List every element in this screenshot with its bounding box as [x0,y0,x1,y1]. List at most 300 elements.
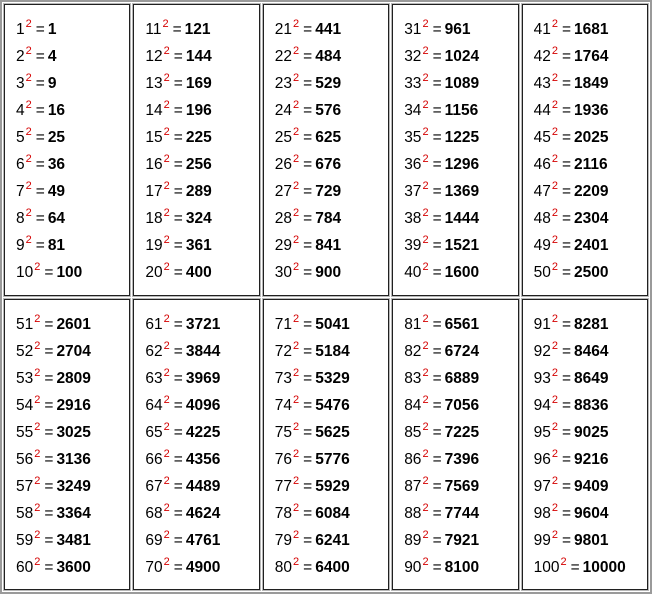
equals-sign: = [432,450,442,468]
equals-sign: = [432,369,442,387]
equals-sign: = [303,102,313,119]
base-number: 40 [404,264,422,281]
equals-sign: = [173,102,183,119]
square-value: 8649 [574,369,609,387]
equals-sign: = [561,21,572,38]
exponent: 2 [34,339,41,352]
square-value: 3249 [56,477,91,495]
square-entry [145,365,258,392]
square-value: 2025 [574,129,609,146]
equals-sign: = [432,315,442,333]
exponent: 2 [163,474,170,487]
exponent: 2 [551,312,558,325]
equals-sign: = [561,183,572,200]
square-value: 361 [185,237,212,254]
equals-sign: = [303,75,313,92]
square-value: 4356 [185,450,221,468]
square-entry [145,473,258,500]
base-number: 37 [404,183,422,200]
equals-sign: = [303,558,313,576]
square-value: 1024 [444,48,480,65]
exponent: 2 [293,555,300,568]
exponent: 2 [551,180,558,192]
square-value: 4225 [185,423,221,441]
base-number: 42 [533,48,551,65]
base-number: 60 [16,558,34,576]
square-value: 64 [47,210,66,227]
square-entry [534,43,647,70]
exponent: 2 [25,234,32,246]
square-entry [404,205,517,232]
base-number: 26 [274,156,293,173]
square-entry [145,311,258,338]
exponent: 2 [551,261,558,273]
exponent: 2 [422,234,429,246]
exponent: 2 [163,501,170,514]
square-entry [404,124,517,151]
equals-sign: = [303,369,313,387]
base-number: 41 [533,21,551,38]
base-number: 99 [533,531,551,549]
square-entry [404,392,517,419]
square-value: 10000 [582,558,626,576]
square-entry [275,392,388,419]
squares-cell [522,299,648,591]
exponent: 2 [163,312,170,325]
base-number: 73 [274,369,293,387]
square-entry [534,392,647,419]
base-number: 29 [274,237,293,254]
exponent: 2 [422,555,429,568]
square-value: 2116 [574,156,608,173]
square-value: 1600 [444,264,480,281]
exponent: 2 [293,447,300,460]
base-number: 38 [404,210,422,227]
square-entry [534,178,647,205]
square-value: 484 [315,48,342,65]
exponent: 2 [551,393,558,406]
exponent: 2 [25,72,32,84]
exponent: 2 [163,393,170,406]
base-number: 39 [404,237,422,254]
base-number: 17 [145,183,163,200]
exponent: 2 [163,45,170,57]
base-number: 54 [16,396,34,414]
square-value: 289 [185,183,212,200]
square-value: 3600 [56,558,91,576]
squares-cell [4,299,130,591]
square-value: 1156 [444,102,479,119]
exponent: 2 [163,420,170,433]
equals-sign: = [303,21,313,38]
equals-sign: = [173,396,183,414]
exponent: 2 [422,18,429,30]
exponent: 2 [551,153,558,165]
exponent: 2 [551,528,558,541]
squares-cell [522,4,648,296]
square-value: 5184 [315,342,350,360]
square-entry [16,365,129,392]
base-number: 76 [274,450,293,468]
square-value: 1225 [444,129,480,146]
square-value: 7921 [444,531,480,549]
equals-sign: = [561,210,572,227]
equals-sign: = [561,129,572,146]
equals-sign: = [35,129,45,146]
equals-sign: = [432,531,442,549]
square-value: 2500 [574,264,609,281]
equals-sign: = [432,477,442,495]
base-number: 56 [16,450,34,468]
base-number: 59 [16,531,34,549]
square-value: 5625 [315,423,350,441]
square-entry [275,446,388,473]
base-number: 98 [533,504,551,522]
equals-sign: = [570,558,580,576]
base-number: 97 [533,477,551,495]
square-entry [275,232,388,259]
equals-sign: = [432,48,442,65]
base-number: 5 [16,129,25,146]
equals-sign: = [35,75,45,92]
base-number: 45 [533,129,551,146]
exponent: 2 [34,555,41,568]
equals-sign: = [303,183,313,200]
square-value: 1521 [444,237,480,254]
base-number: 86 [404,450,422,468]
exponent: 2 [163,72,170,84]
base-number: 31 [404,21,422,38]
square-value: 5476 [315,396,350,414]
square-value: 6084 [315,504,350,522]
exponent: 2 [551,474,558,487]
exponent: 2 [422,99,429,111]
square-value: 625 [315,129,342,146]
base-number: 65 [145,423,163,441]
equals-sign: = [172,21,182,38]
square-value: 2704 [56,342,91,360]
square-value: 7225 [444,423,480,441]
square-value: 9801 [574,531,609,549]
base-number: 55 [16,423,34,441]
base-number: 75 [274,423,293,441]
square-value: 7056 [444,396,480,414]
base-number: 61 [145,315,163,333]
square-value: 225 [185,129,212,146]
equals-sign: = [561,48,572,65]
exponent: 2 [422,126,429,138]
square-entry [145,554,258,581]
base-number: 12 [145,48,163,65]
square-entry [404,16,517,43]
square-value: 2601 [56,315,91,333]
square-entry [145,205,258,232]
square-value: 900 [315,264,342,281]
equals-sign: = [561,450,572,468]
square-value: 8281 [574,315,609,333]
base-number: 2 [16,48,25,65]
square-entry [16,205,129,232]
square-value: 16 [47,102,66,119]
exponent: 2 [34,393,41,406]
exponent: 2 [551,234,558,246]
equals-sign: = [432,210,442,227]
square-value: 1849 [574,75,609,92]
equals-sign: = [303,477,313,495]
base-number: 92 [533,342,551,360]
square-value: 169 [185,75,212,92]
base-number: 14 [145,102,163,119]
square-value: 6561 [444,315,480,333]
square-value: 8100 [444,558,480,576]
equals-sign: = [44,504,54,522]
equals-sign: = [432,558,442,576]
square-entry [145,338,258,365]
base-number: 3 [16,75,25,92]
square-entry [275,178,388,205]
square-value: 4489 [185,477,221,495]
square-value: 3969 [185,369,221,387]
base-number: 74 [274,396,293,414]
squares-cell [4,4,130,296]
exponent: 2 [422,447,429,460]
equals-sign: = [303,210,313,227]
base-number: 79 [274,531,293,549]
square-entry [275,43,388,70]
equals-sign: = [173,156,183,173]
base-number: 8 [16,210,25,227]
exponent: 2 [163,207,170,219]
square-value: 8464 [574,342,609,360]
square-entry [145,232,258,259]
square-entry [16,419,129,446]
base-number: 64 [145,396,163,414]
exponent: 2 [34,420,41,433]
base-number: 71 [274,315,293,333]
base-number: 91 [533,315,551,333]
square-entry [404,151,517,178]
square-entry [16,70,129,97]
square-value: 324 [185,210,212,227]
base-number: 44 [533,102,551,119]
exponent: 2 [25,207,32,219]
equals-sign: = [44,315,54,333]
equals-sign: = [44,423,54,441]
exponent: 2 [25,153,32,165]
base-number: 78 [274,504,293,522]
equals-sign: = [561,396,572,414]
base-number: 48 [533,210,551,227]
square-entry [145,16,258,43]
equals-sign: = [173,315,183,333]
square-entry [275,527,388,554]
base-number: 49 [533,237,551,254]
square-entry [404,527,517,554]
equals-sign: = [303,531,313,549]
square-entry [534,419,647,446]
square-entry [534,124,647,151]
exponent: 2 [422,339,429,352]
exponent: 2 [422,528,429,541]
square-value: 3136 [56,450,91,468]
base-number: 30 [274,264,293,281]
square-entry [404,365,517,392]
square-entry [16,178,129,205]
square-entry [16,232,129,259]
square-entry [275,259,388,286]
square-entry [16,151,129,178]
base-number: 47 [533,183,551,200]
equals-sign: = [44,369,54,387]
square-entry [16,43,129,70]
exponent: 2 [163,261,170,273]
equals-sign: = [44,477,54,495]
square-value: 4900 [185,558,221,576]
exponent: 2 [163,126,170,138]
base-number: 69 [145,531,163,549]
equals-sign: = [561,75,572,92]
equals-sign: = [432,504,442,522]
square-entry [275,124,388,151]
square-value: 144 [185,48,212,65]
exponent: 2 [293,234,300,246]
equals-sign: = [561,315,572,333]
exponent: 2 [293,528,300,541]
equals-sign: = [432,21,442,38]
equals-sign: = [303,237,313,254]
square-entry [404,97,517,124]
exponent: 2 [163,528,170,541]
base-number: 22 [274,48,293,65]
square-value: 1681 [574,21,609,38]
equals-sign: = [303,264,313,281]
equals-sign: = [561,264,572,281]
base-number: 34 [404,102,422,119]
square-entry [534,16,647,43]
square-value: 4096 [185,396,221,414]
base-number: 43 [533,75,551,92]
square-entry [534,554,647,581]
equals-sign: = [561,531,572,549]
square-entry [145,70,258,97]
exponent: 2 [293,312,300,325]
base-number: 6 [16,156,25,173]
base-number: 21 [274,21,293,38]
square-entry [534,473,647,500]
equals-sign: = [432,183,442,200]
exponent: 2 [422,501,429,514]
exponent: 2 [551,99,558,111]
square-entry [275,554,388,581]
square-entry [275,151,388,178]
base-number: 16 [145,156,163,173]
square-value: 1089 [444,75,480,92]
square-entry [145,527,258,554]
square-value: 25 [47,129,66,146]
square-entry [145,392,258,419]
exponent: 2 [25,45,32,57]
square-value: 676 [315,156,342,173]
base-number: 62 [145,342,163,360]
square-entry [404,446,517,473]
equals-sign: = [561,369,572,387]
square-value: 1296 [444,156,480,173]
square-value: 9025 [574,423,609,441]
equals-sign: = [35,183,45,200]
equals-sign: = [561,342,572,360]
square-entry [534,205,647,232]
square-entry [404,259,517,286]
square-value: 8836 [574,396,609,414]
exponent: 2 [163,153,170,165]
equals-sign: = [173,210,183,227]
equals-sign: = [173,237,183,254]
base-number: 27 [274,183,293,200]
square-entry [16,97,129,124]
exponent: 2 [25,180,32,192]
exponent: 2 [422,261,429,273]
square-entry [275,97,388,124]
square-value: 4624 [185,504,221,522]
base-number: 18 [145,210,163,227]
base-number: 94 [533,396,551,414]
square-value: 5776 [315,450,350,468]
square-entry [534,365,647,392]
base-number: 67 [145,477,163,495]
equals-sign: = [432,129,442,146]
square-entry [275,500,388,527]
square-entry [534,151,647,178]
square-entry [145,151,258,178]
base-number: 82 [404,342,422,360]
square-entry [145,419,258,446]
square-entry [534,338,647,365]
exponent: 2 [293,99,300,111]
square-entry [145,446,258,473]
square-entry [404,338,517,365]
square-value: 4761 [185,531,221,549]
base-number: 58 [16,504,34,522]
exponent: 2 [34,474,41,487]
square-value: 1369 [444,183,480,200]
exponent: 2 [551,126,558,138]
square-value: 6400 [315,558,350,576]
square-entry [404,473,517,500]
exponent: 2 [293,72,300,84]
base-number: 81 [404,315,422,333]
square-entry [534,97,647,124]
base-number: 93 [533,369,551,387]
base-number: 83 [404,369,422,387]
square-entry [16,311,129,338]
exponent: 2 [422,366,429,379]
square-value: 441 [315,21,342,38]
square-entry [16,16,129,43]
base-number: 46 [533,156,551,173]
equals-sign: = [173,450,183,468]
base-number: 80 [274,558,293,576]
square-value: 5329 [315,369,350,387]
base-number: 25 [274,129,293,146]
square-value: 5929 [315,477,350,495]
square-entry [534,500,647,527]
base-number: 77 [274,477,293,495]
exponent: 2 [551,339,558,352]
square-value: 1444 [444,210,480,227]
square-entry [16,124,129,151]
square-value: 1 [47,21,57,38]
base-number: 19 [145,237,163,254]
